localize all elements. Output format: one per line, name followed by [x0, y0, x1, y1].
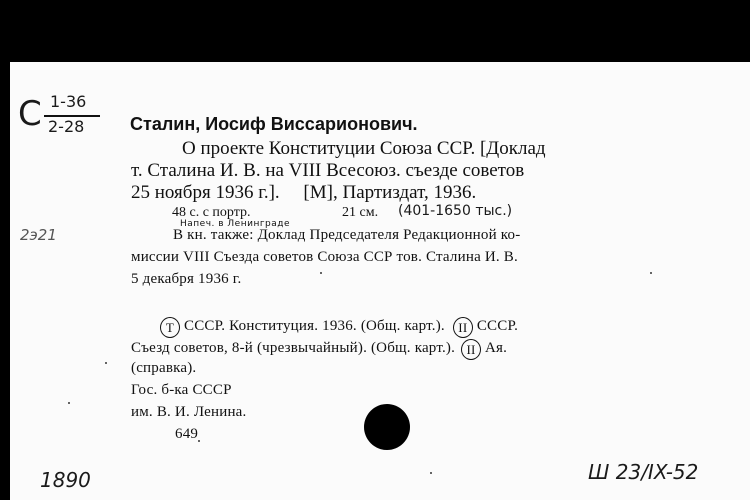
- subject-3-text-a: Ая.: [485, 340, 508, 356]
- bottom-left-note: 1890: [40, 468, 91, 492]
- contents-note-line-1: В кн. также: Доклад Председателя Редакционной ко-: [173, 227, 521, 243]
- subject-2-text: Съезд советов, 8-й (чрезвычайный). (Общ. карт.).: [131, 340, 456, 356]
- library-line-1: Гос. б-ка СССР: [131, 382, 232, 398]
- subject-1-text: СССР. Конституция. 1936. (Общ. карт.).: [184, 318, 445, 334]
- subject-line-2: [131, 339, 507, 360]
- catalog-card: [10, 62, 750, 500]
- title-line-3: 25 ноября 1936 г.]. [М], Партиздат, 1936.: [131, 182, 477, 203]
- title-line-1: О проекте Конституции Союза ССР. [Доклад: [182, 138, 546, 159]
- subject-line-1: [160, 317, 518, 338]
- speck: [68, 402, 70, 404]
- title-line-2: т. Сталина И. В. на VIII Всесоюз. съезде советов: [131, 160, 525, 181]
- author-heading: Сталин, Иосиф Виссарионович.: [130, 114, 418, 134]
- print-run-note: (401-1650 тыс.): [398, 203, 513, 219]
- speck: [198, 440, 200, 442]
- call-number-letter: С: [18, 94, 42, 134]
- speck: [430, 472, 432, 474]
- subject-line-3: (справка).: [131, 360, 197, 376]
- library-line-2: им. В. И. Ленина.: [131, 404, 247, 420]
- card-punch-hole: [364, 404, 410, 450]
- contents-note-line-3: 5 декабря 1936 г.: [131, 271, 242, 287]
- subject-2-text-a: СССР.: [476, 318, 519, 334]
- physical-size: 21 см.: [342, 205, 379, 220]
- bottom-right-note: Ш 23/IX-52: [588, 460, 699, 484]
- margin-note: 2э21: [20, 226, 57, 244]
- contents-note-line-2: миссии VIII Съезда советов Союза ССР тов. Сталина И. В.: [131, 249, 518, 265]
- call-number-bottom: 2-28: [48, 117, 85, 136]
- tracing-marker-1: Т: [160, 317, 180, 338]
- physical-pages: 48 с. с портр.: [172, 205, 251, 220]
- tracing-marker-2: II: [453, 317, 473, 338]
- speck: [105, 362, 107, 364]
- speck: [320, 272, 322, 274]
- printed-in-stamp: Напеч. в Ленинграде: [180, 219, 291, 229]
- call-number-top: 1-36: [50, 92, 87, 111]
- card-number: 649: [175, 426, 199, 442]
- tracing-marker-3: II: [461, 339, 481, 360]
- speck: [650, 272, 652, 274]
